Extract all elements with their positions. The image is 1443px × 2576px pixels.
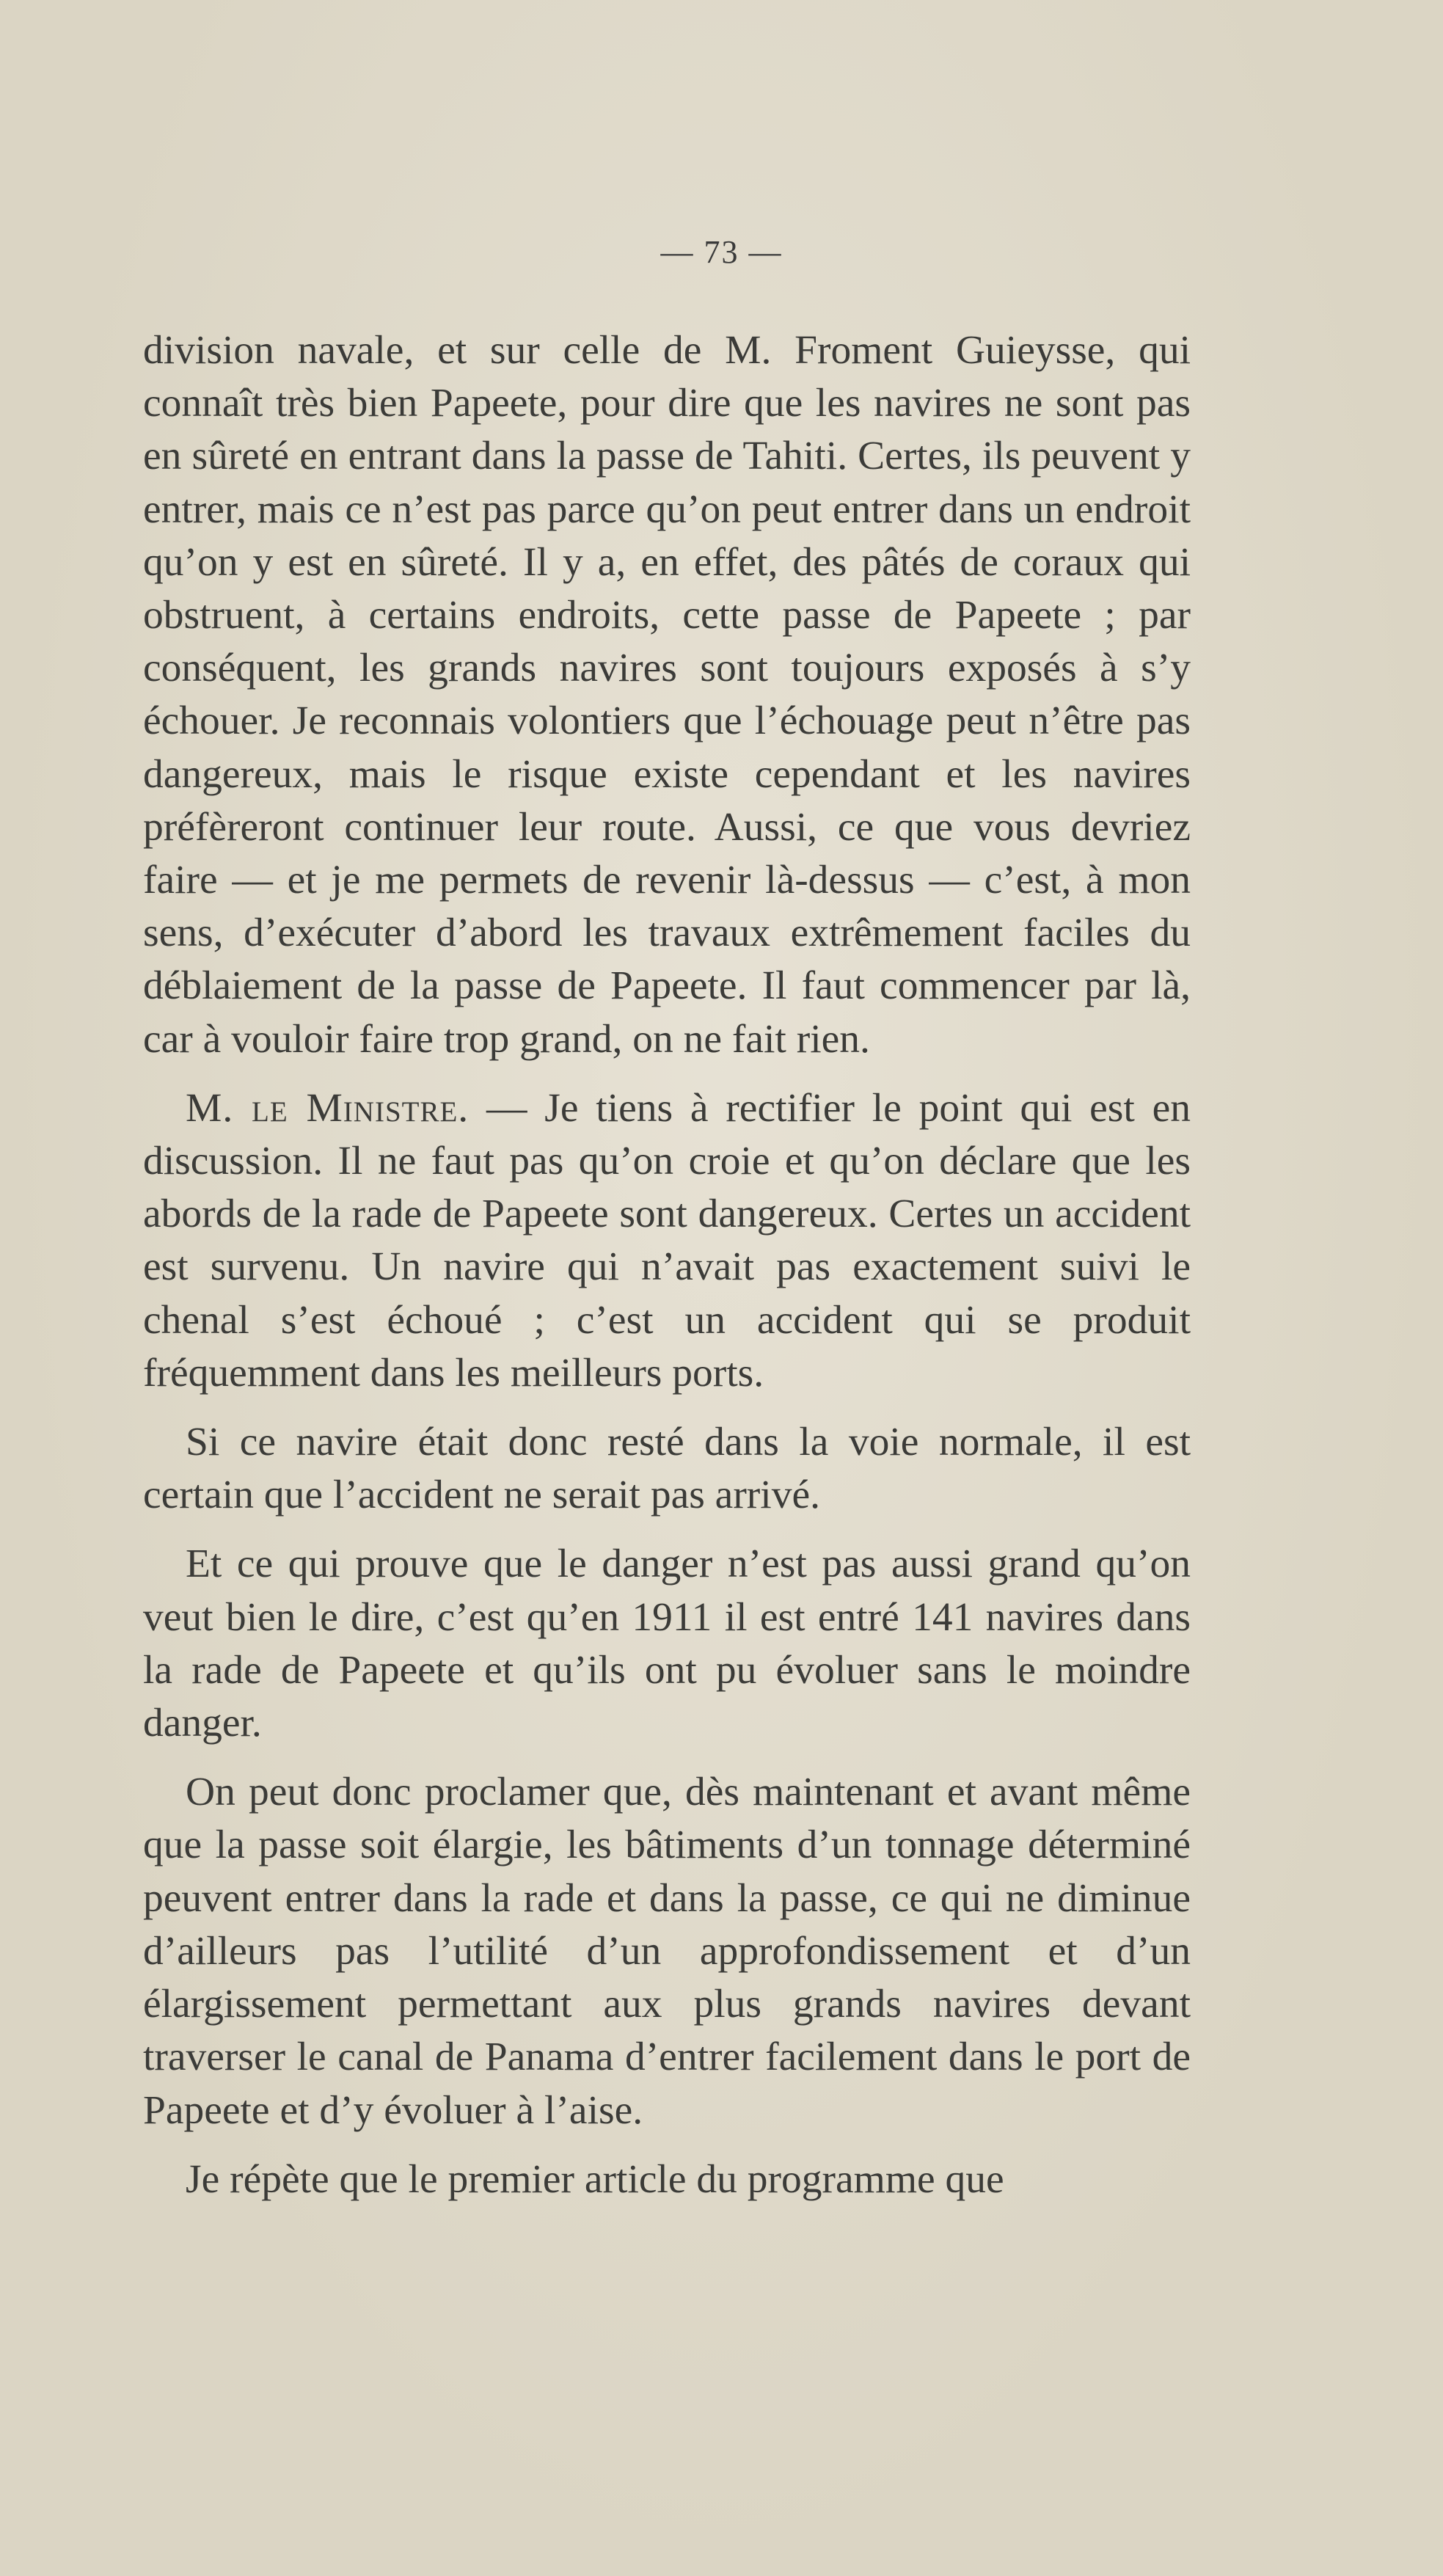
speaker-text: — Je tiens à rectifier le point qui est en discussion. Il ne faut pas qu’on croie et qu’on déclare que les abords de la rade de Papeete sont dangereux. Certes un accident est survenu. Un navire qui n’avait pas exactement suivi le chenal s’est échoué ; c’est un accident qui se produit fréquemment dans les meilleurs ports.	[143, 1085, 1191, 1395]
paragraph: Et ce qui prouve que le danger n’est pas aussi grand qu’on veut bien le dire, c’est qu’en 1911 il est entré 141 navires dans la rade de Papeete et qu’ils ont pu évoluer sans le moindre danger.	[143, 1541, 1191, 1746]
paragraph: division navale, et sur celle de M. Froment Guieysse, qui connaît très bien Papeete, pour dire que les navires ne sont pas en sûreté en entrant dans la passe de Tahiti. Certes, ils peuvent y entrer, mais ce n’est pas parce qu’on peut entrer dans un endroit qu’on y est en sûreté. Il y a, en effet, des pâtés de coraux qui obstruent, à certains endroits, cette passe de Papeete ; par conséquent, les grands navires sont toujours exposés à s’y échouer. Je reconnais volontiers que l’échouage peut n’être pas dangereux, mais le risque existe cependant et les navires préfèreront continuer leur route. Aussi, ce que vous devriez faire — et je me permets de revenir là-dessus — c’est, à mon sens, d’exécuter d’abord les travaux extrêmement faciles du déblaiement de la passe de Papeete. Il faut commencer par là, car à vouloir faire trop grand, on ne fait rien.	[143, 328, 1191, 1062]
page-number: — 73 —	[660, 234, 783, 270]
paragraph: Je répète que le premier article du programme que	[186, 2156, 1004, 2202]
paragraph: On peut donc proclamer que, dès maintenant et avant même que la passe soit élargie, les bâtiments d’un tonnage déterminé peuvent entrer dans la rade et dans la passe, ce qui ne diminue d’ailleurs pas l’utilité d’un approfondissement et d’un élargissement permettant aux plus grands navires devant traverser le canal de Panama d’entrer facilement dans le port de Papeete et d’y évoluer à l’aise.	[143, 1770, 1191, 2133]
paragraph-speaker	[143, 1082, 1191, 1400]
paragraph: Si ce navire était donc resté dans la voie normale, il est certain que l’accident ne serait pas arrivé.	[143, 1420, 1191, 1518]
body-text	[143, 324, 1191, 2206]
speaker-name: M. le Ministre.	[186, 1085, 470, 1131]
